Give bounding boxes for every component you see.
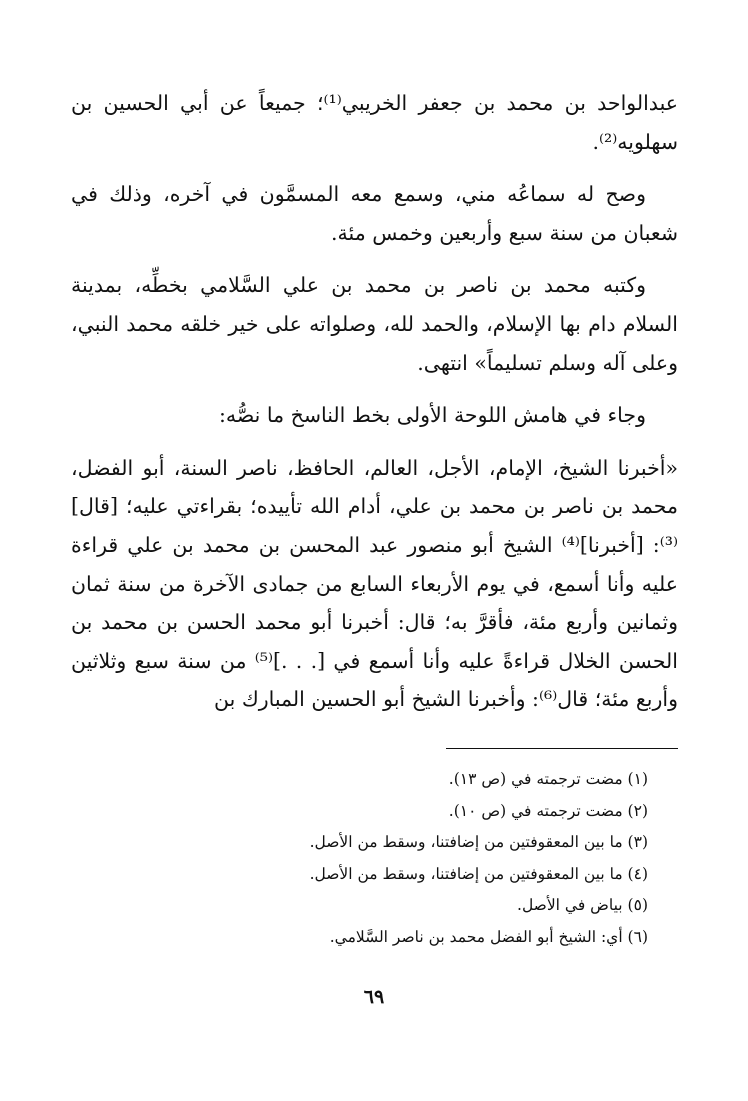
footnote: (١) مضت ترجمته في (ص ١٣). <box>448 770 648 788</box>
footnotes <box>68 764 648 953</box>
paragraph: وكتبه محمد بن ناصر بن محمد بن علي السَّلامي بخطِّه، بمدينة السلام دام بها الإسلام، والحمد لله، وصلواته على خير خلقه محمد النبي، وعلى آله وسلم تسليماً» انتهى. <box>71 273 678 375</box>
footnote: (٤) ما بين المعقوفتين من إضافتنا، وسقط من الأصل. <box>309 864 648 883</box>
paragraph: «أخبرنا الشيخ، الإمام، الأجل، العالم، الحافظ، ناصر السنة، أبو الفضل، محمد بن ناصر بن محمد بن علي، أدام الله تأييده؛ بقراءتي عليه؛ [قال]⁽³⁾: [أخبرنا]⁽⁴⁾ الشيخ أبو منصور عبد المحسن بن محمد بن علي قراءة عليه وأنا أسمع، في يوم الأربعاء السابع من جمادى الآخرة من سنة ثمان وثمانين وأربع مئة، فأقرَّ به؛ قال: أخبرنا أبو محمد الحسن بن محمد بن الحسن الخلال قراءةً عليه وأنا أسمع في [. . .]⁽⁵⁾ من سنة سبع وثلاثين وأربع مئة؛ قال⁽⁶⁾: وأخبرنا الشيخ أبو الحسين المبارك بن <box>71 455 678 712</box>
paragraph: عبدالواحد بن محمد بن جعفر الخريبي⁽¹⁾؛ جميعاً عن أبي الحسين بن سهلويه⁽²⁾. <box>71 91 678 154</box>
main-text <box>71 84 678 719</box>
paragraph: وجاء في هامش اللوحة الأولى بخط الناسخ ما نصُّه: <box>218 403 646 428</box>
footnote: (٦) أي: الشيخ أبو الفضل محمد بن ناصر السَّلامي. <box>329 927 648 946</box>
paragraph: وصح له سماعُه مني، وسمع معه المسمَّون في آخره، وذلك في شعبان من سنة سبع وأربعين وخمس مئة. <box>71 182 678 245</box>
footnote: (٣) ما بين المعقوفتين من إضافتنا، وسقط من الأصل. <box>309 833 648 851</box>
footnote: (٢) مضت ترجمته في (ص ١٠). <box>448 801 648 820</box>
page-number: ٦٩ <box>363 986 385 1008</box>
footnote: (٥) بياض في الأصل. <box>517 896 648 914</box>
footnote-separator <box>446 748 678 749</box>
